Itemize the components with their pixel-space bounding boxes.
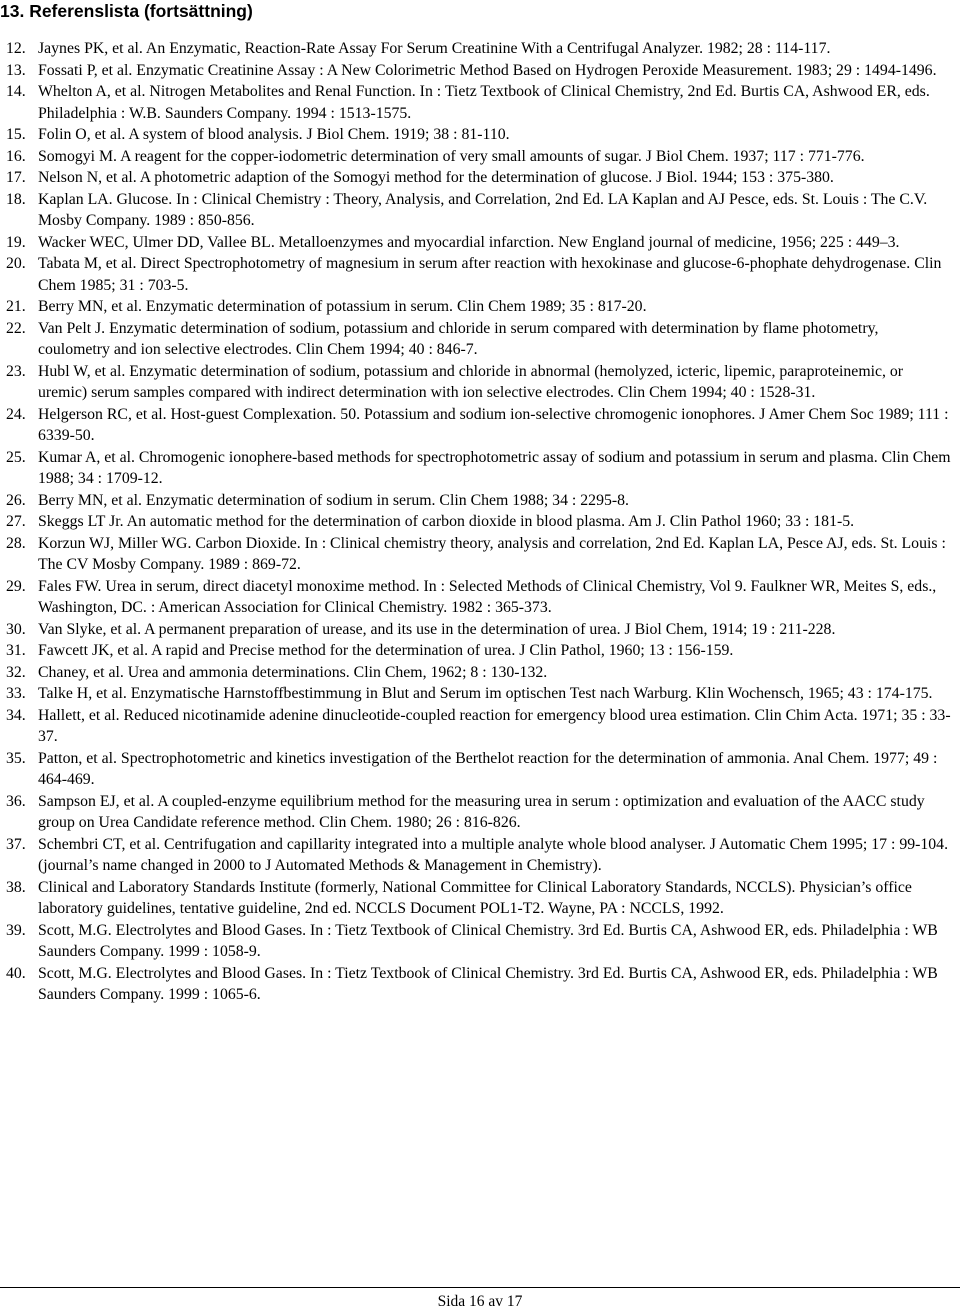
reference-item — [6, 533, 954, 576]
reference-number: 34. — [6, 706, 26, 724]
reference-item — [6, 404, 954, 447]
reference-item — [6, 683, 954, 705]
reference-text: Tabata M, et al. Direct Spectrophotometry of magnesium in serum after reaction with hexokinase and glucose-6-phophate dehydrogenase. Clin Chem 1985; 31 : 703-5. — [38, 255, 942, 294]
section-heading: 13. Referenslista (fortsättning) — [0, 1, 253, 21]
reference-text: Van Pelt J. Enzymatic determination of sodium, potassium and chloride in serum compared with determination by flame photometry, coulometry and ion selective electrodes. Clin Chem 1994; 40 : 846-7. — [38, 319, 879, 358]
reference-number: 29. — [6, 577, 26, 595]
reference-text: Sampson EJ, et al. A coupled-enzyme equilibrium method for the measuring urea in serum : optimization and evaluation of the AACC study group on Urea Candidate reference method. Clin Chem. 1980; 26 : 816-826. — [38, 792, 925, 831]
reference-number: 19. — [6, 233, 26, 251]
reference-item — [6, 511, 954, 533]
reference-number: 25. — [6, 448, 26, 466]
reference-number: 30. — [6, 620, 26, 638]
reference-text: Skeggs LT Jr. An automatic method for the determination of carbon dioxide in blood plasma. Am J. Clin Pathol 1960; 33 : 181-5. — [38, 513, 855, 530]
reference-text: Nelson N, et al. A photometric adaption of the Somogyi method for the determination of glucose. J Biol. 1944; 153 : 375-380. — [38, 169, 834, 186]
reference-text: Scott, M.G. Electrolytes and Blood Gases. In : Tietz Textbook of Clinical Chemistry. 3rd Ed. Burtis CA, Ashwood ER, eds. Philadelphia : WB Saunders Company. 1999 : 1065-6. — [38, 964, 938, 1003]
reference-text: Whelton A, et al. Nitrogen Metabolites and Renal Function. In : Tietz Textbook of Clinical Chemistry, 2nd Ed. Burtis CA, Ashwood ER, eds. Philadelphia : W.B. Saunders Company. 1994 : 1513-1575. — [38, 83, 930, 122]
reference-text: Patton, et al. Spectrophotometric and kinetics investigation of the Berthelot reaction for the determination of ammonia. Anal Chem. 1977; 49 : 464-469. — [38, 749, 938, 788]
reference-item — [6, 834, 954, 877]
reference-text: Schembri CT, et al. Centrifugation and capillarity integrated into a multiple analyte whole blood analyser. J Automatic Chem 1995; 17 : 99-104. (journal’s name changed in 2000 to J Automated Methods & Management in Chemistry). — [38, 835, 949, 874]
reference-number: 24. — [6, 405, 26, 423]
reference-item — [6, 447, 954, 490]
reference-item — [6, 232, 954, 254]
reference-item — [6, 791, 954, 834]
reference-item — [6, 748, 954, 791]
reference-text: Clinical and Laboratory Standards Institute (formerly, National Committee for Clinical Laboratory Standards, NCCLS). Physician’s office laboratory guidelines, tentative guideline, 2nd ed. NCCLS Document POL1-T2. Wayne, PA : NCCLS, 1992. — [38, 878, 912, 917]
reference-number: 39. — [6, 921, 26, 939]
page-number-footer: Sida 16 av 17 — [437, 1293, 523, 1310]
reference-number: 18. — [6, 190, 26, 208]
reference-item — [6, 920, 954, 963]
reference-text: Fawcett JK, et al. A rapid and Precise method for the determination of urea. J Clin Pathol, 1960; 13 : 156-159. — [38, 642, 734, 659]
reference-number: 14. — [6, 83, 26, 100]
reference-item — [6, 253, 954, 296]
reference-item — [6, 963, 954, 1006]
reference-item — [6, 640, 954, 662]
reference-item — [6, 124, 954, 146]
reference-item — [6, 189, 954, 232]
reference-item — [6, 877, 954, 920]
reference-text: Fales FW. Urea in serum, direct diacetyl monoxime method. In : Selected Methods of Clinical Chemistry, Vol 9. Faulkner WR, Meites S, eds., Washington, DC. : American Association for Clinical Chemistry. 1982 : 365-373. — [38, 577, 937, 616]
reference-number: 35. — [6, 749, 26, 767]
reference-number: 40. — [6, 964, 26, 982]
reference-item — [6, 490, 954, 512]
reference-item — [6, 318, 954, 361]
reference-number: 20. — [6, 255, 26, 272]
reference-text: Somogyi M. A reagent for the copper-iodometric determination of very small amounts of sugar. J Biol Chem. 1937; 117 : 771-776. — [38, 147, 865, 165]
reference-item — [6, 705, 954, 748]
reference-text: Wacker WEC, Ulmer DD, Vallee BL. Metalloenzymes and myocardial infarction. New England journal of medicine, 1956; 225 : 449–3. — [38, 233, 900, 251]
reference-number: 16. — [6, 147, 26, 165]
reference-number: 21. — [6, 298, 26, 315]
reference-item — [6, 38, 954, 60]
reference-text: Fossati P, et al. Enzymatic Creatinine Assay : A New Colorimetric Method Based on Hydrogen Peroxide Measurement. 1983; 29 : 1494-1496. — [38, 61, 937, 79]
reference-item — [6, 81, 954, 124]
reference-number: 13. — [6, 61, 26, 79]
reference-number: 23. — [6, 362, 26, 380]
reference-text: Berry MN, et al. Enzymatic determination of potassium in serum. Clin Chem 1989; 35 : 817-20. — [38, 298, 647, 315]
reference-text: Helgerson RC, et al. Host-guest Complexation. 50. Potassium and sodium ion-selective chromogenic ionophores. J Amer Chem Soc 1989; 111 : 6339-50. — [38, 405, 949, 444]
reference-item — [6, 619, 954, 641]
reference-number: 22. — [6, 319, 26, 337]
reference-number: 36. — [6, 792, 26, 810]
reference-list — [6, 38, 954, 1006]
reference-item — [6, 662, 954, 684]
reference-number: 27. — [6, 513, 26, 530]
reference-number: 15. — [6, 126, 26, 143]
reference-text: Kumar A, et al. Chromogenic ionophere-based methods for spectrophotometric assay of sodium and potassium in serum and plasma. Clin Chem 1988; 34 : 1709-12. — [38, 448, 951, 487]
reference-text: Folin O, et al. A system of blood analysis. J Biol Chem. 1919; 38 : 81-110. — [38, 126, 510, 143]
reference-number: 28. — [6, 534, 26, 552]
reference-number: 31. — [6, 642, 26, 659]
reference-item — [6, 146, 954, 168]
reference-text: Scott, M.G. Electrolytes and Blood Gases. In : Tietz Textbook of Clinical Chemistry. 3rd Ed. Burtis CA, Ashwood ER, eds. Philadelphia : WB Saunders Company. 1999 : 1058-9. — [38, 921, 938, 960]
reference-item — [6, 60, 954, 82]
reference-item — [6, 361, 954, 404]
reference-number: 33. — [6, 685, 26, 702]
reference-text: Jaynes PK, et al. An Enzymatic, Reaction-Rate Assay For Serum Creatinine With a Centrifugal Analyzer. 1982; 28 : 114-117. — [38, 40, 831, 57]
reference-number: 12. — [6, 40, 26, 57]
reference-number: 26. — [6, 491, 26, 509]
reference-text: Kaplan LA. Glucose. In : Clinical Chemistry : Theory, Analysis, and Correlation, 2nd Ed. LA Kaplan and AJ Pesce, eds. St. Louis : The C.V. Mosby Company. 1989 : 850-856. — [38, 190, 928, 229]
reference-number: 32. — [6, 663, 26, 681]
reference-text: Van Slyke, et al. A permanent preparation of urease, and its use in the determination of urea. J Biol Chem, 1914; 19 : 211-228. — [38, 620, 836, 638]
reference-text: Berry MN, et al. Enzymatic determination of sodium in serum. Clin Chem 1988; 34 : 2295-8. — [38, 491, 629, 509]
reference-text: Hubl W, et al. Enzymatic determination of sodium, potassium and chloride in abnormal (hemolyzed, icteric, lipemic, paraproteinemic, or uremic) serum samples compared with indirect determination with ion selective electrodes. Clin Chem 1994; 40 : 1528-31. — [38, 362, 904, 401]
reference-item — [6, 296, 954, 318]
reference-text: Talke H, et al. Enzymatische Harnstoffbestimmung in Blut and Serum im optischen Test nach Warburg. Klin Wochensch, 1965; 43 : 174-175. — [38, 685, 933, 702]
reference-text: Korzun WJ, Miller WG. Carbon Dioxide. In : Clinical chemistry theory, analysis and correlation, 2nd Ed. Kaplan LA, Pesce AJ, eds. St. Louis : The CV Mosby Company. 1989 : 869-72. — [38, 534, 946, 573]
reference-item — [6, 167, 954, 189]
reference-text: Hallett, et al. Reduced nicotinamide adenine dinucleotide-coupled reaction for emergency blood urea estimation. Clin Chim Acta. 1971; 35 : 33-37. — [38, 706, 951, 745]
reference-number: 38. — [6, 878, 26, 896]
reference-number: 37. — [6, 835, 26, 853]
reference-item — [6, 576, 954, 619]
reference-number: 17. — [6, 169, 26, 186]
footer-divider — [0, 1287, 960, 1288]
reference-text: Chaney, et al. Urea and ammonia determinations. Clin Chem, 1962; 8 : 130-132. — [38, 663, 548, 681]
